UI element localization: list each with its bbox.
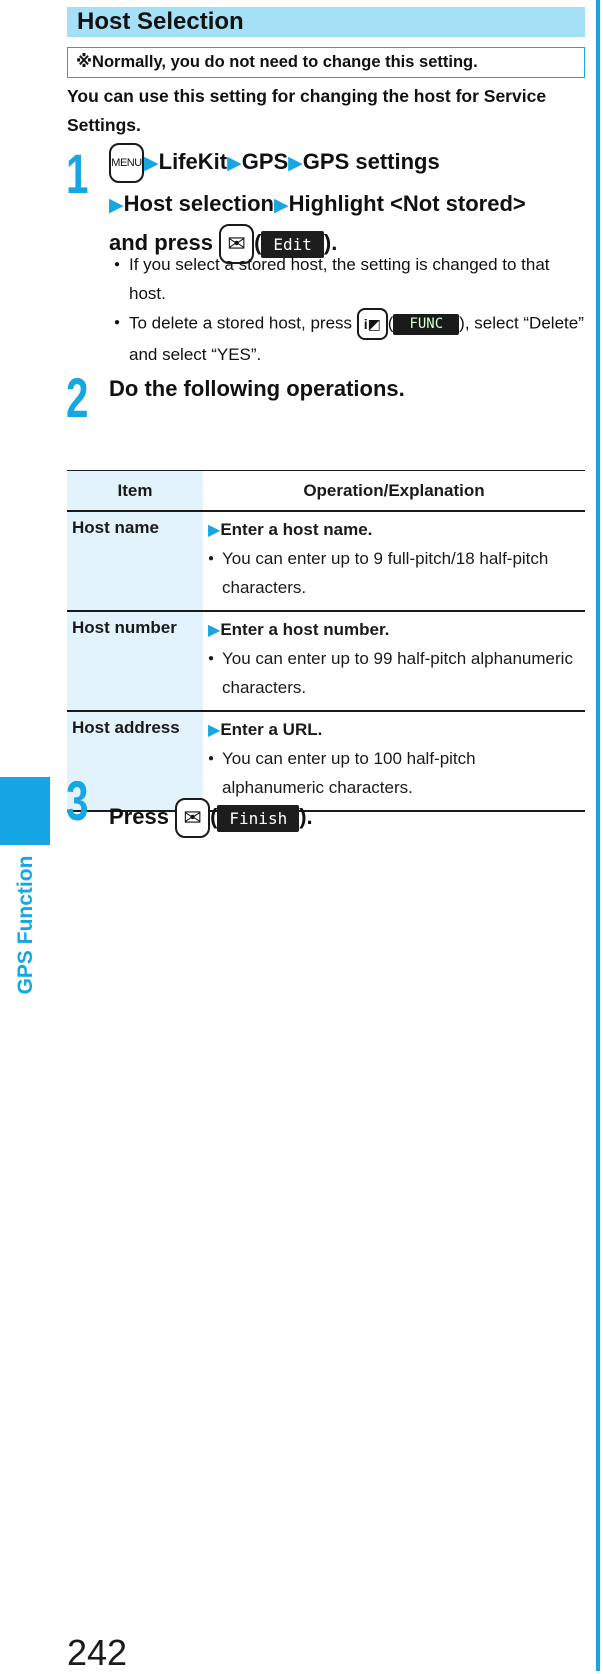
press-text: Press: [109, 803, 169, 829]
arrow-icon: ▶: [109, 195, 124, 216]
menu-key-icon: MENU: [109, 143, 144, 183]
i-key-icon: i◩: [357, 308, 388, 340]
note-box: [67, 47, 585, 78]
row-note: ● You can enter up to 100 half-pitch alphanumeric characters.: [208, 744, 580, 802]
func-softkey: FUNC: [393, 314, 459, 335]
step-2-number: 2: [66, 366, 89, 429]
chapter-tab: [0, 777, 50, 845]
intro-text: You can use this setting for changing the host for Service Settings.: [67, 86, 547, 135]
row-operation: [203, 611, 585, 711]
row-operation: [203, 711, 585, 811]
header-operation: Operation/Explanation: [203, 471, 585, 512]
header-item: Item: [67, 471, 203, 512]
row-item: Host address: [67, 711, 203, 811]
table-row: [67, 511, 585, 611]
row-note: ● You can enter up to 9 full-pitch/18 half-pitch characters.: [208, 544, 580, 602]
table-header-row: [67, 471, 585, 512]
right-edge-rule: [596, 0, 600, 1671]
path-highlight: Highlight <Not stored>: [288, 191, 526, 216]
paren-close: ).: [299, 803, 313, 829]
delete-note-pre: To delete a stored host, press: [129, 313, 353, 333]
step-1-notes: [117, 250, 587, 369]
arrow-icon: ▶: [208, 722, 221, 739]
delete-note-post: ), select “Delete” and select “YES”.: [129, 313, 584, 364]
section-title-bar: [67, 7, 585, 37]
row-item: Host number: [67, 611, 203, 711]
path-host-selection: Host selection: [123, 191, 274, 216]
row-action: Enter a URL.: [220, 720, 323, 739]
section-title: Host Selection: [77, 8, 244, 35]
and-press-text: and press: [109, 229, 213, 255]
arrow-icon: ▶: [227, 152, 242, 174]
arrow-icon: ▶: [288, 152, 303, 174]
step-3-number: 3: [66, 769, 89, 832]
path-gps: GPS: [241, 148, 289, 174]
step-1-number: 1: [66, 142, 89, 205]
note-delete-host: ● To delete a stored host, press i◩ ( FUNC ), select “Delete” and select “YES”.: [117, 308, 587, 369]
row-action: Enter a host name.: [220, 520, 373, 539]
edit-softkey: Edit: [261, 231, 324, 258]
finish-softkey: Finish: [217, 805, 299, 832]
note-text: ※Normally, you do not need to change this setting.: [76, 53, 478, 71]
note-stored-host: ● If you select a stored host, the setting is changed to that host.: [117, 250, 587, 308]
paren-open: (: [210, 803, 218, 829]
table-row: [67, 611, 585, 711]
path-lifekit: LifeKit: [158, 148, 228, 174]
step-3-line: [109, 798, 313, 832]
row-operation: [203, 511, 585, 611]
operations-table: [67, 470, 585, 812]
paren-close: ).: [323, 229, 338, 255]
page-number: 242: [67, 1632, 128, 1673]
chapter-label: GPS Function: [14, 855, 37, 995]
row-note: ● You can enter up to 99 half-pitch alphanumeric characters.: [208, 644, 580, 702]
arrow-icon: ▶: [274, 195, 289, 216]
path-gps-settings: GPS settings: [302, 148, 440, 174]
arrow-icon: ▶: [208, 622, 221, 639]
paren-open: (: [254, 229, 262, 255]
table-row: [67, 711, 585, 811]
step-2-text: Do the following operations.: [109, 376, 405, 401]
row-action: Enter a host number.: [220, 620, 390, 639]
arrow-icon: ▶: [208, 522, 221, 539]
mail-key-icon: ✉: [219, 224, 254, 264]
row-item: Host name: [67, 511, 203, 611]
arrow-icon: ▶: [144, 152, 159, 174]
mail-key-icon: ✉: [175, 798, 210, 838]
step-1-line-2: [109, 187, 526, 221]
step-1-line-1: [109, 143, 440, 177]
